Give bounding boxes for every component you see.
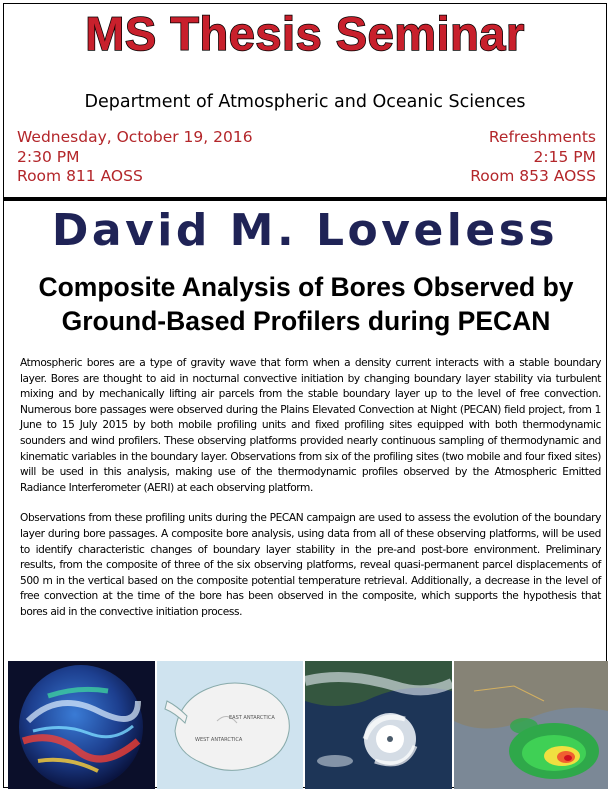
talk-title-line2: Ground-Based Profilers during PECAN	[61, 306, 551, 336]
map-label-east: EAST ANTARCTICA	[229, 715, 275, 721]
refreshments-details	[470, 128, 596, 187]
event-room: Room 811 AOSS	[17, 167, 143, 185]
refreshments-room: Room 853 AOSS	[470, 167, 596, 185]
hurricane-satellite-image	[305, 661, 452, 789]
divider-rule	[4, 197, 606, 201]
globe-wind-image	[8, 661, 155, 789]
event-details	[17, 128, 253, 187]
abstract	[20, 356, 601, 636]
event-time: 2:30 PM	[17, 147, 80, 166]
map-label-west: WEST ANTARCTICA	[195, 737, 243, 743]
speaker-name: David M. Loveless	[51, 205, 559, 256]
talk-title	[14, 270, 598, 338]
abstract-paragraph-1: Atmospheric bores are a type of gravity wave that form when a density current interacts with a stable boundary layer. Bores are thought to aid in nocturnal convective initiation by changing boundary layer stability via turbulent mixing and by mechanically lifting air parcels from the stable boundary layer up to the level of free convection. Numerous bore passages were observed during the Plains Elevated Convection at Night (PECAN) field project, from 1 June to 15 July 2015 by both mobile profiling units and fixed profiling sites equipped with both thermodynamic sounders and wind profilers. These observing platforms provided nearly continuous sampling of thermodynamic and kinematic variables in the boundary layer. Observations from six of the profiling sites (two mobile and four fixed sites) will be used in this analysis, making use of the thermodynamic profiles observed by the Atmospheric Emitted Radiance Interferometer (AERI) at each observing platform.	[20, 357, 601, 494]
poster-frame	[3, 3, 607, 788]
radar-reflectivity-image	[454, 661, 608, 789]
refreshments-label: Refreshments	[488, 128, 596, 146]
abstract-paragraph-2: Observations from these profiling units during the PECAN campaign are used to assess the evolution of the boundary layer during bore passages. A composite bore analysis, using data from all of these observing platforms, will be used to identify characteristic changes of boundary layer stability in the pre-and post-bore environment. Preliminary results, from the composite of three of the six observing platforms, reveal quasi-permanent parcel displacements of 500 m in the vertical based on the composite potential temperature retrieval. Additionally, a decrease in the level of free convection at the time of the bore has been observed in the composite, which supports the hypothesis that bores aid in the convective initiation process.	[20, 512, 601, 618]
seminar-title: MS Thesis Seminar	[85, 7, 525, 60]
department-name: Department of Atmospheric and Oceanic Sciences	[84, 92, 526, 112]
antarctica-map-image	[157, 661, 303, 789]
refreshments-time: 2:15 PM	[533, 147, 596, 166]
image-strip	[8, 661, 608, 789]
event-date: Wednesday, October 19, 2016	[17, 128, 253, 146]
talk-title-line1: Composite Analysis of Bores Observed by	[38, 272, 574, 302]
